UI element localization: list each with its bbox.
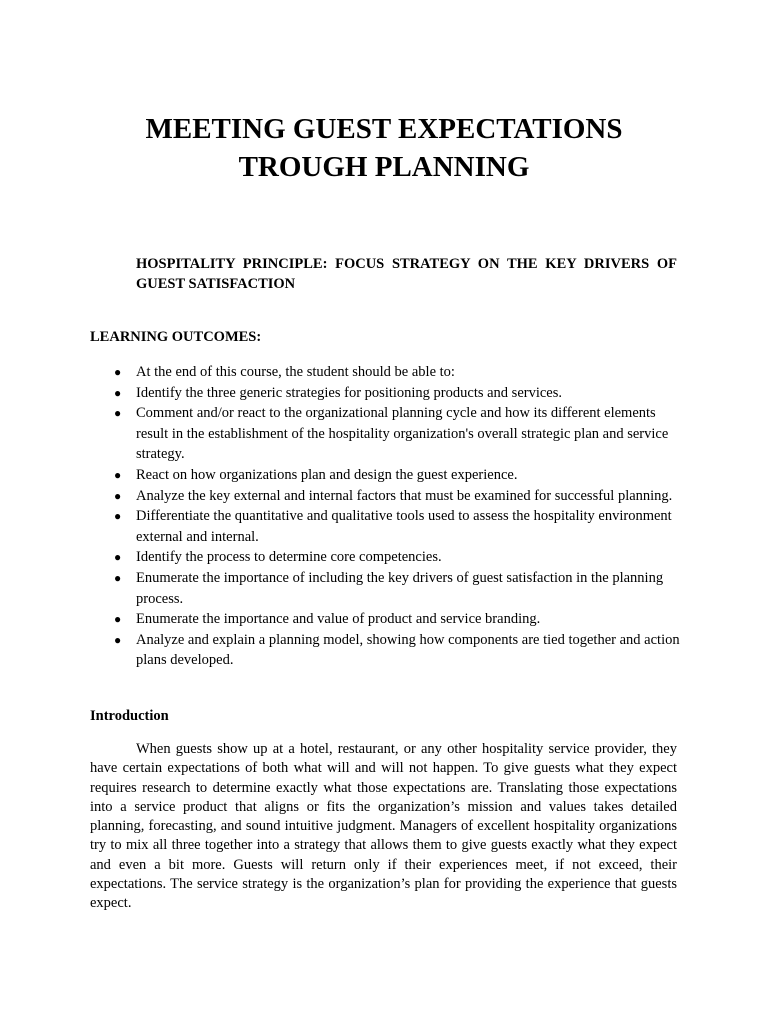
list-item-text: Enumerate the importance of including the key drivers of guest satisfaction in the planning process. — [136, 569, 664, 607]
list-item-text: At the end of this course, the student should be able to: — [136, 364, 455, 380]
bullet-icon: ● — [114, 406, 122, 421]
list-item-text: Enumerate the importance and value of product and service branding. — [136, 611, 541, 628]
learning-outcomes-list — [114, 362, 681, 671]
list-item-text: Identify the three generic strategies for positioning products and services. — [136, 384, 563, 401]
bullet-icon: ● — [114, 550, 122, 565]
introduction-paragraph: When guests show up at a hotel, restaurant, or any other hospitality service provider, they have certain expectations of both what will and will not happen. To give guests what they expect requires research to determine exactly what those expectations are. Translating those expectations into a service product that aligns or fits the organization’s mission and values takes detailed planning, forecasting, and sound intuitive judgment. Managers of excellent hospitality organizations try to mix all three together into a strategy that allows them to give guests exactly what they expect and even a bit more. Guests will return only if their experiences meet, if not exceed, their expectations. The service strategy is the organization’s plan for providing the experience that guests expect. — [90, 741, 677, 912]
list-item-text: Analyze the key external and internal factors that must be examined for successful planning. — [136, 487, 673, 504]
bullet-icon: ● — [114, 570, 122, 585]
list-item — [114, 568, 681, 609]
list-item — [114, 465, 681, 486]
list-item — [114, 630, 681, 671]
list-item — [114, 609, 681, 630]
learning-outcomes-heading: LEARNING OUTCOMES: — [90, 329, 262, 345]
hospitality-principle: HOSPITALITY PRINCIPLE: FOCUS STRATEGY ON THE KEY DRIVERS OF GUEST SATISFACTION — [136, 256, 677, 292]
list-item — [114, 362, 681, 383]
list-item — [114, 547, 681, 568]
document-title-line-1: MEETING GUEST EXPECTATIONS — [145, 113, 623, 145]
list-item-text: Comment and/or react to the organizational planning cycle and how its different elements result in the establishment of the hospitality organization's overall strategic plan and service strategy. — [136, 405, 669, 463]
document-title-line-2: TROUGH PLANNING — [238, 151, 530, 183]
bullet-icon: ● — [114, 509, 122, 524]
list-item-text: Differentiate the quantitative and qualitative tools used to assess the hospitality environment external and internal. — [136, 508, 672, 545]
list-item-text: Identify the process to determine core competencies. — [136, 549, 442, 566]
bullet-icon: ● — [114, 612, 122, 627]
document-title — [90, 110, 678, 186]
list-item-text: Analyze and explain a planning model, showing how components are tied together and action plans developed. — [136, 631, 680, 669]
list-item — [114, 403, 681, 465]
list-item — [114, 506, 681, 547]
bullet-icon: ● — [114, 488, 122, 503]
list-item — [114, 486, 681, 507]
bullet-icon: ● — [114, 467, 122, 482]
list-item-text: React on how organizations plan and design the guest experience. — [136, 466, 518, 483]
introduction-heading: Introduction — [90, 708, 169, 724]
list-item — [114, 383, 681, 404]
bullet-icon: ● — [114, 632, 122, 647]
bullet-icon: ● — [114, 365, 122, 379]
bullet-icon: ● — [114, 385, 122, 400]
